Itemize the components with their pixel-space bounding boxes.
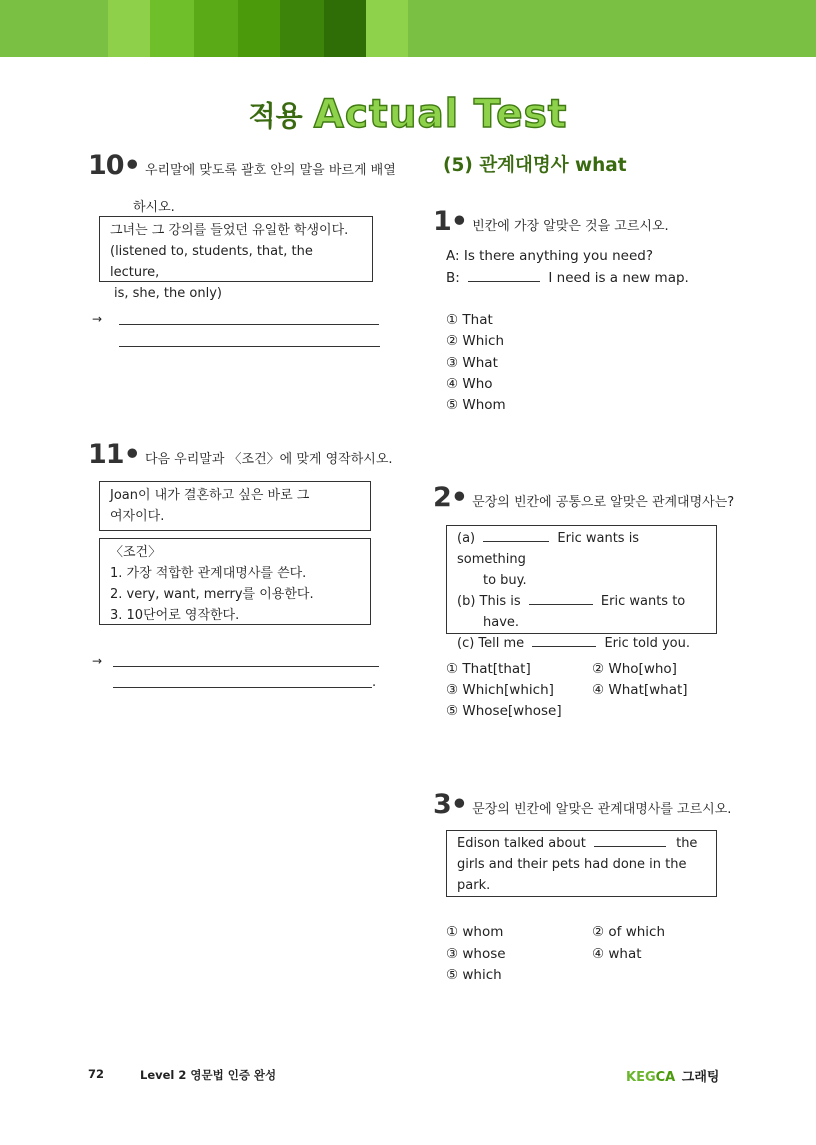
answer-line[interactable] — [119, 324, 379, 325]
sentence-line — [457, 833, 706, 854]
bar-segment — [324, 0, 366, 57]
question-number: 11 — [88, 439, 124, 470]
answer-blank[interactable] — [483, 529, 549, 542]
bar-segment — [238, 0, 280, 57]
box-line: 1. 가장 적합한 관계대명사를 쓴다. — [110, 566, 307, 581]
answer-arrow: → — [92, 312, 103, 326]
q1-options — [446, 310, 506, 416]
option[interactable]: ⑤ Whose[whose] — [446, 703, 562, 719]
question-number: 1 — [433, 206, 451, 237]
title-english: Actual Test — [313, 92, 568, 137]
question-text: 우리말에 맞도록 괄호 안의 말을 바르게 배열 — [144, 163, 396, 178]
sentence-line: girls and their pets had done in the — [457, 857, 687, 872]
sentence-text: Edison talked about — [457, 836, 586, 851]
option[interactable]: ③ whose — [446, 946, 506, 962]
option[interactable]: ② Who[who] — [592, 661, 677, 677]
question-dot: • — [450, 206, 468, 237]
option[interactable]: ④ What[what] — [592, 682, 688, 698]
bar-segment — [108, 0, 150, 57]
sentence-label: (b) This is — [457, 594, 521, 609]
option[interactable]: ③ Which[which] — [446, 682, 554, 698]
dialog-speaker: B: — [446, 270, 460, 286]
section-heading: (5) 관계대명사 what — [443, 155, 627, 176]
q3-sentence-box — [446, 830, 717, 897]
answer-blank[interactable] — [594, 834, 666, 847]
box-line: 여자이다. — [110, 509, 165, 524]
option[interactable]: ③ What — [446, 354, 498, 371]
answer-line[interactable] — [113, 666, 379, 667]
question-dot: • — [123, 439, 140, 470]
option[interactable]: ① That[that] — [446, 661, 531, 677]
sentence-line: park. — [457, 878, 491, 893]
answer-blank[interactable] — [529, 592, 593, 605]
question-3-header — [433, 789, 731, 820]
sentence-a — [457, 528, 706, 570]
sentence-a-cont: to buy. — [483, 573, 527, 588]
dialog-text: I need is a new map. — [548, 270, 689, 286]
question-dot: • — [450, 789, 468, 820]
answer-line[interactable] — [113, 687, 372, 688]
question-text: 문장의 빈칸에 알맞은 관계대명사를 고르시오. — [472, 802, 732, 817]
option[interactable]: ② of which — [592, 924, 666, 940]
dialog-line-b — [446, 268, 689, 289]
question-text: 문장의 빈칸에 공통으로 알맞은 관계대명사는? — [472, 495, 735, 510]
option[interactable]: ⑤ Whom — [446, 397, 506, 414]
sentence-b-cont: have. — [483, 615, 520, 630]
page-number: 72 — [88, 1067, 105, 1081]
option[interactable]: ④ what — [592, 946, 642, 962]
box-line: 〈조건〉 — [110, 545, 162, 560]
option[interactable]: ② Which — [446, 333, 505, 350]
top-color-bar — [0, 0, 816, 57]
question-number: 3 — [433, 789, 451, 820]
sentence-text: Eric told you. — [604, 636, 690, 651]
answer-line[interactable] — [119, 346, 380, 347]
brand-ca: CA — [655, 1070, 676, 1085]
answer-period: . — [372, 675, 377, 690]
title-korean: 적용 — [248, 99, 303, 133]
question-text-cont: 하시오. — [133, 200, 175, 215]
option[interactable]: ⑤ which — [446, 967, 502, 983]
bar-segment — [150, 0, 194, 57]
dialog-line-a: A: Is there anything you need? — [446, 248, 653, 264]
bar-segment — [194, 0, 238, 57]
option[interactable]: ① whom — [446, 924, 504, 940]
option[interactable]: ① That — [446, 312, 493, 328]
option[interactable]: ④ Who — [446, 375, 493, 392]
sentence-b — [457, 591, 706, 612]
box-line: 2. very, want, merry를 이용한다. — [110, 587, 314, 602]
brand-korean: 그래팅 — [681, 1070, 720, 1085]
box-line: 3. 10단어로 영작한다. — [110, 608, 240, 623]
question-2-header — [433, 482, 734, 513]
question-dot: • — [450, 482, 468, 513]
question-number: 10 — [88, 150, 124, 181]
book-title: Level 2 영문법 인증 완성 — [140, 1068, 277, 1082]
question-10-header — [88, 150, 396, 181]
question-1-header — [433, 206, 669, 237]
sentence-text: Eric wants is something — [457, 531, 640, 567]
sentence-text: the — [676, 836, 698, 851]
box-line: (listened to, students, that, the lecture, — [110, 244, 313, 280]
sentence-label: (c) Tell me — [457, 636, 525, 651]
brand-keg: KEG — [626, 1070, 656, 1085]
box-line: is, she, the only) — [114, 286, 222, 301]
bar-segment — [280, 0, 324, 57]
question-11-header — [88, 439, 393, 470]
question-text: 다음 우리말과 〈조건〉에 맞게 영작하시오. — [144, 452, 393, 467]
sentence-text: Eric wants to — [600, 594, 686, 609]
box-line: 그녀는 그 강의를 들었던 유일한 학생이다. — [110, 223, 349, 238]
bar-segment — [366, 0, 408, 57]
question-number: 2 — [433, 482, 451, 513]
q11-prompt-box — [99, 481, 371, 531]
answer-arrow: → — [92, 654, 103, 668]
answer-blank[interactable] — [468, 269, 540, 282]
q2-sentence-box — [446, 525, 717, 651]
page-title — [0, 92, 816, 137]
question-text: 빈칸에 가장 알맞은 것을 고르시오. — [472, 219, 669, 234]
sentence-label: (a) — [457, 531, 476, 546]
q10-prompt-box — [99, 216, 373, 301]
box-line: Joan이 내가 결혼하고 싶은 바로 그 — [110, 488, 310, 503]
q11-conditions-box — [99, 538, 371, 625]
question-dot: • — [123, 150, 140, 181]
answer-blank[interactable] — [532, 634, 596, 647]
brand-logo — [626, 1066, 719, 1085]
sentence-c — [457, 633, 706, 654]
